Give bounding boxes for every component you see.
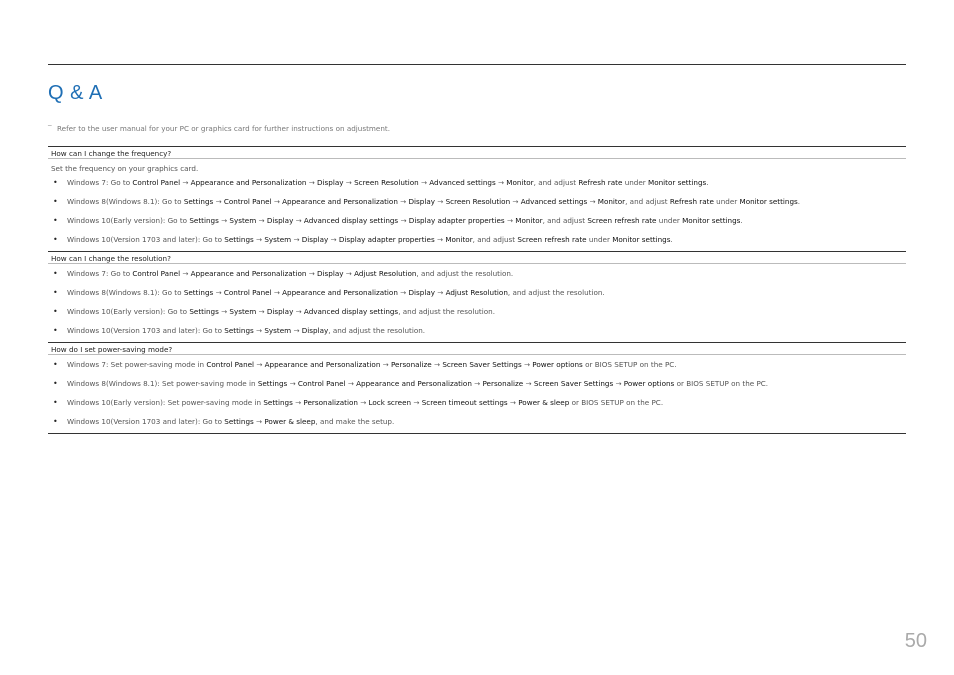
bullet-icon: •	[53, 235, 58, 244]
answer-item-text: Windows 10(Early version): Go to Settings → System → Display → Advanced display settings, and adjust the resolution.	[67, 307, 495, 316]
qa-section-power-saving	[48, 342, 906, 433]
menu-path-term: Display	[408, 197, 435, 206]
qa-section-resolution	[48, 251, 906, 342]
answer-frequency	[48, 159, 906, 251]
bullet-icon: •	[53, 178, 58, 187]
menu-path-term: Appearance and Personalization	[282, 288, 398, 297]
menu-path-term: Monitor	[597, 197, 626, 206]
answer-item-text: Windows 8(Windows 8.1): Go to Settings → Control Panel → Appearance and Personalization → Display → Screen Resolution → Advanced settings → Monitor, and adjust Refresh rate under Monitor settings.	[67, 197, 801, 206]
menu-path-term: Control Panel	[223, 197, 272, 206]
menu-path-term: System	[229, 307, 257, 316]
menu-path-term: Personalize	[482, 379, 524, 388]
menu-path-term: Display	[301, 235, 329, 244]
menu-path-term: System	[264, 326, 292, 335]
menu-path-term: Power options	[623, 379, 675, 388]
answer-list	[51, 177, 906, 245]
bullet-icon: •	[53, 326, 58, 335]
menu-path-term: Monitor settings	[648, 178, 707, 187]
menu-path-term: Advanced settings	[429, 178, 496, 187]
menu-path-term: Display adapter properties	[338, 235, 435, 244]
page-title: Q & A	[48, 82, 103, 104]
menu-path-term: Screen Resolution	[354, 178, 419, 187]
answer-item	[51, 306, 906, 317]
answer-item-text: Windows 8(Windows 8.1): Go to Settings → Control Panel → Appearance and Personalization → Display → Adjust Resolution, and adjust the resolution.	[67, 288, 605, 297]
menu-path-term: Refresh rate	[578, 178, 623, 187]
question-resolution: How can I change the resolution?	[48, 252, 906, 264]
qa-table	[48, 146, 906, 434]
menu-path-term: System	[264, 235, 292, 244]
bullet-icon: •	[53, 360, 58, 369]
bullet-icon: •	[53, 216, 58, 225]
menu-path-term: Control Panel	[223, 288, 272, 297]
menu-path-term: Settings	[183, 288, 214, 297]
menu-path-term: Power & sleep	[518, 398, 570, 407]
answer-item-text: Windows 8(Windows 8.1): Set power-saving mode in Settings → Control Panel → Appearance and Personalization → Personalize → Screen Saver Settings → Power options or BIOS SETUP on the PC.	[67, 379, 769, 388]
note-text: Refer to the user manual for your PC or graphics card for further instructions on adjustment.	[57, 124, 390, 133]
answer-item-text: Windows 10(Early version): Set power-saving mode in Settings → Personalization → Lock screen → Screen timeout settings → Power & sleep or BIOS SETUP on the PC.	[67, 398, 664, 407]
menu-path-term: Monitor settings	[739, 197, 798, 206]
answer-item	[51, 268, 906, 279]
answer-item	[51, 287, 906, 298]
answer-list	[51, 359, 906, 427]
menu-path-term: Screen refresh rate	[517, 235, 587, 244]
bullet-icon: •	[53, 269, 58, 278]
menu-path-term: Monitor	[515, 216, 543, 225]
menu-path-term: Display	[317, 178, 344, 187]
answer-item	[51, 397, 906, 408]
menu-path-term: Power options	[532, 360, 583, 369]
menu-path-term: Personalization	[303, 398, 358, 407]
menu-path-term: Settings	[224, 417, 254, 426]
answer-item-text: Windows 7: Go to Control Panel → Appearance and Personalization → Display → Adjust Resolution, and adjust the resolution.	[67, 269, 514, 278]
menu-path-term: Appearance and Personalization	[356, 379, 472, 388]
menu-path-term: Advanced display settings	[303, 307, 399, 316]
menu-path-term: Lock screen	[368, 398, 412, 407]
menu-path-term: Control Panel	[297, 379, 346, 388]
menu-path-term: Adjust Resolution	[445, 288, 508, 297]
menu-path-term: Control Panel	[132, 269, 181, 278]
answer-resolution	[48, 264, 906, 342]
menu-path-term: Screen Saver Settings	[442, 360, 522, 369]
bullet-icon: •	[53, 379, 58, 388]
answer-item	[51, 416, 906, 427]
bullet-icon: •	[53, 398, 58, 407]
answer-item	[51, 378, 906, 389]
page-number: 50	[904, 630, 927, 652]
question-power-saving: How do I set power-saving mode?	[48, 343, 906, 355]
menu-path-term: Settings	[224, 235, 254, 244]
menu-path-term: Monitor settings	[682, 216, 741, 225]
menu-path-term: Appearance and Personalization	[190, 178, 307, 187]
answer-item-text: Windows 10(Version 1703 and later): Go to Settings → System → Display, and adjust the resolution.	[67, 326, 426, 335]
menu-path-term: Control Panel	[132, 178, 181, 187]
bullet-icon: •	[53, 417, 58, 426]
menu-path-term: Appearance and Personalization	[282, 197, 398, 206]
top-rule	[48, 64, 906, 65]
menu-path-term: Display	[317, 269, 344, 278]
menu-path-term: Power & sleep	[264, 417, 316, 426]
answer-item-text: Windows 10(Version 1703 and later): Go to Settings → Power & sleep, and make the setup.	[67, 417, 395, 426]
menu-path-term: Settings	[224, 326, 254, 335]
menu-path-term: Settings	[189, 216, 219, 225]
answer-item-text: Windows 10(Version 1703 and later): Go to Settings → System → Display → Display adapter properties → Monitor, and adjust Screen refresh rate under Monitor settings.	[67, 235, 673, 244]
answer-list	[51, 268, 906, 336]
answer-item	[51, 234, 906, 245]
question-frequency: How can I change the frequency?	[48, 147, 906, 159]
menu-path-term: Screen timeout settings	[421, 398, 508, 407]
bullet-icon: •	[53, 288, 58, 297]
menu-path-term: Personalize	[390, 360, 432, 369]
menu-path-term: Settings	[189, 307, 219, 316]
menu-path-term: Display	[266, 216, 294, 225]
menu-path-term: Settings	[263, 398, 293, 407]
menu-path-term: Display adapter properties	[408, 216, 505, 225]
menu-path-term: Settings	[257, 379, 288, 388]
menu-path-term: Monitor	[445, 235, 473, 244]
menu-path-term: Screen refresh rate	[587, 216, 657, 225]
menu-path-term: Screen Saver Settings	[533, 379, 614, 388]
menu-path-term: Advanced settings	[520, 197, 588, 206]
answer-intro: Set the frequency on your graphics card.	[51, 164, 199, 173]
menu-path-term: Appearance and Personalization	[264, 360, 381, 369]
menu-path-term: Appearance and Personalization	[190, 269, 307, 278]
bullet-icon: •	[53, 197, 58, 206]
menu-path-term: Control Panel	[206, 360, 255, 369]
menu-path-term: Monitor	[506, 178, 534, 187]
answer-item	[51, 359, 906, 370]
menu-path-term: Refresh rate	[669, 197, 714, 206]
answer-item-text: Windows 7: Go to Control Panel → Appearance and Personalization → Display → Screen Resolution → Advanced settings → Monitor, and adjust Refresh rate under Monitor settings.	[67, 178, 709, 187]
menu-path-term: Display	[266, 307, 294, 316]
adjustment-note	[48, 124, 390, 134]
menu-path-term: Screen Resolution	[445, 197, 511, 206]
answer-item	[51, 196, 906, 207]
qa-section-frequency	[48, 146, 906, 251]
bullet-icon: •	[53, 307, 58, 316]
answer-item-text: Windows 7: Set power-saving mode in Control Panel → Appearance and Personalization → Personalize → Screen Saver Settings → Power options or BIOS SETUP on the PC.	[67, 360, 677, 369]
menu-path-term: Display	[408, 288, 435, 297]
menu-path-term: Adjust Resolution	[354, 269, 417, 278]
note-marker-icon: ‾	[48, 124, 52, 133]
answer-item	[51, 215, 906, 226]
menu-path-term: System	[229, 216, 257, 225]
answer-item	[51, 177, 906, 188]
menu-path-term: Display	[301, 326, 329, 335]
menu-path-term: Settings	[183, 197, 214, 206]
answer-item-text: Windows 10(Early version): Go to Settings → System → Display → Advanced display settings → Display adapter properties → Monitor, and adjust Screen refresh rate under Monitor settings.	[67, 216, 743, 225]
menu-path-term: Advanced display settings	[303, 216, 399, 225]
menu-path-term: Monitor settings	[612, 235, 671, 244]
answer-item	[51, 325, 906, 336]
answer-power-saving	[48, 355, 906, 433]
